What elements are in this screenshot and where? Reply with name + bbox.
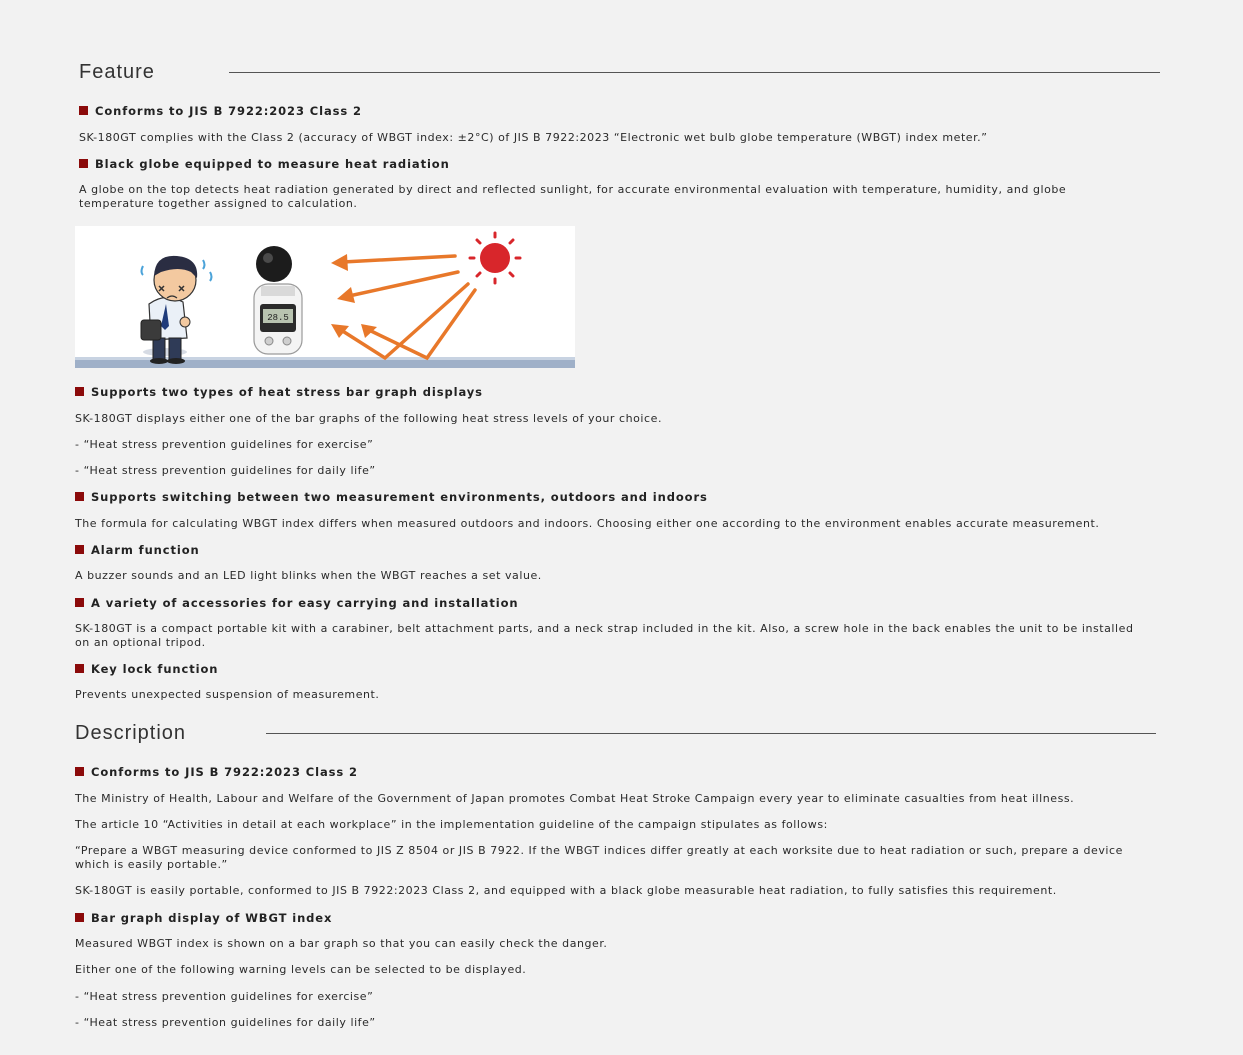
feature-text-7: Prevents unexpected suspension of measurement.	[75, 688, 380, 701]
description-heading-1: Conforms to JIS B 7922:2023 Class 2	[75, 765, 358, 779]
feature-heading-3: Supports two types of heat stress bar graph displays	[75, 385, 483, 399]
description-heading-2: Bar graph display of WBGT index	[75, 911, 332, 925]
red-square-icon	[79, 106, 88, 115]
feature-heading-1: Conforms to JIS B 7922:2023 Class 2	[79, 104, 362, 118]
red-square-icon	[75, 767, 84, 776]
description-list-item: - “Heat stress prevention guidelines for daily life”	[75, 1016, 376, 1029]
feature-list-item: - “Heat stress prevention guidelines for daily life”	[75, 464, 376, 477]
feature-text-2: A globe on the top detects heat radiation generated by direct and reflected sunlight, for accurate environmental evaluation with temperature, humidity, and globe temperature together assigned to calculation.	[79, 183, 1067, 210]
feature-heading-7: Key lock function	[75, 662, 218, 676]
red-square-icon	[75, 598, 84, 607]
description-paragraph: SK-180GT is easily portable, conformed to JIS B 7922:2023 Class 2, and equipped with a black globe measurable heat radiation, to fully satisfies this requirement.	[75, 884, 1057, 897]
description-list-item: - “Heat stress prevention guidelines for exercise”	[75, 990, 374, 1003]
feature-text-1: SK-180GT complies with the Class 2 (accuracy of WBGT index: ±2°C) of JIS B 7922:2023 “Electronic wet bulb globe temperature (WBGT) index meter.”	[79, 131, 988, 144]
feature-list-item: - “Heat stress prevention guidelines for exercise”	[75, 438, 374, 451]
description-paragraph: Measured WBGT index is shown on a bar graph so that you can easily check the danger.	[75, 937, 608, 950]
feature-text-6: SK-180GT is a compact portable kit with a carabiner, belt attachment parts, and a neck strap included in the kit. Also, a screw hole in the back enables the unit to be installed on an optional tripod.	[75, 622, 1134, 649]
description-paragraph: Either one of the following warning levels can be selected to be displayed.	[75, 963, 527, 976]
feature-text-5: A buzzer sounds and an LED light blinks when the WBGT reaches a set value.	[75, 569, 542, 582]
red-square-icon	[75, 664, 84, 673]
description-paragraph: The Ministry of Health, Labour and Welfare of the Government of Japan promotes Combat Heat Stroke Campaign every year to eliminate casualties from heat illness.	[75, 792, 1075, 805]
description-title: Description	[75, 722, 187, 744]
heat-radiation-illustration	[75, 226, 575, 368]
feature-heading-2: Black globe equipped to measure heat radiation	[79, 157, 450, 171]
feature-text-4: The formula for calculating WBGT index differs when measured outdoors and indoors. Choosing either one according to the environment enables accurate measurement.	[75, 517, 1100, 530]
feature-heading-4: Supports switching between two measurement environments, outdoors and indoors	[75, 490, 708, 504]
feature-title: Feature	[79, 61, 155, 83]
feature-text-3: SK-180GT displays either one of the bar graphs of the following heat stress levels of your choice.	[75, 412, 662, 425]
feature-heading-5: Alarm function	[75, 543, 200, 557]
red-square-icon	[75, 387, 84, 396]
description-quote: “Prepare a WBGT measuring device conformed to JIS Z 8504 or JIS B 7922. If the WBGT indices differ greatly at each worksite due to heat radiation or such, prepare a device which is easily portable.”	[75, 844, 1123, 871]
device-display: 28.5	[267, 313, 289, 323]
feature-heading-6: A variety of accessories for easy carrying and installation	[75, 596, 518, 610]
red-square-icon	[75, 545, 84, 554]
red-square-icon	[79, 159, 88, 168]
red-square-icon	[75, 913, 84, 922]
description-paragraph: The article 10 “Activities in detail at each workplace” in the implementation guideline of the campaign stipulates as follows:	[75, 818, 828, 831]
feature-title-rule	[229, 72, 1160, 73]
red-square-icon	[75, 492, 84, 501]
description-title-rule	[266, 733, 1156, 734]
